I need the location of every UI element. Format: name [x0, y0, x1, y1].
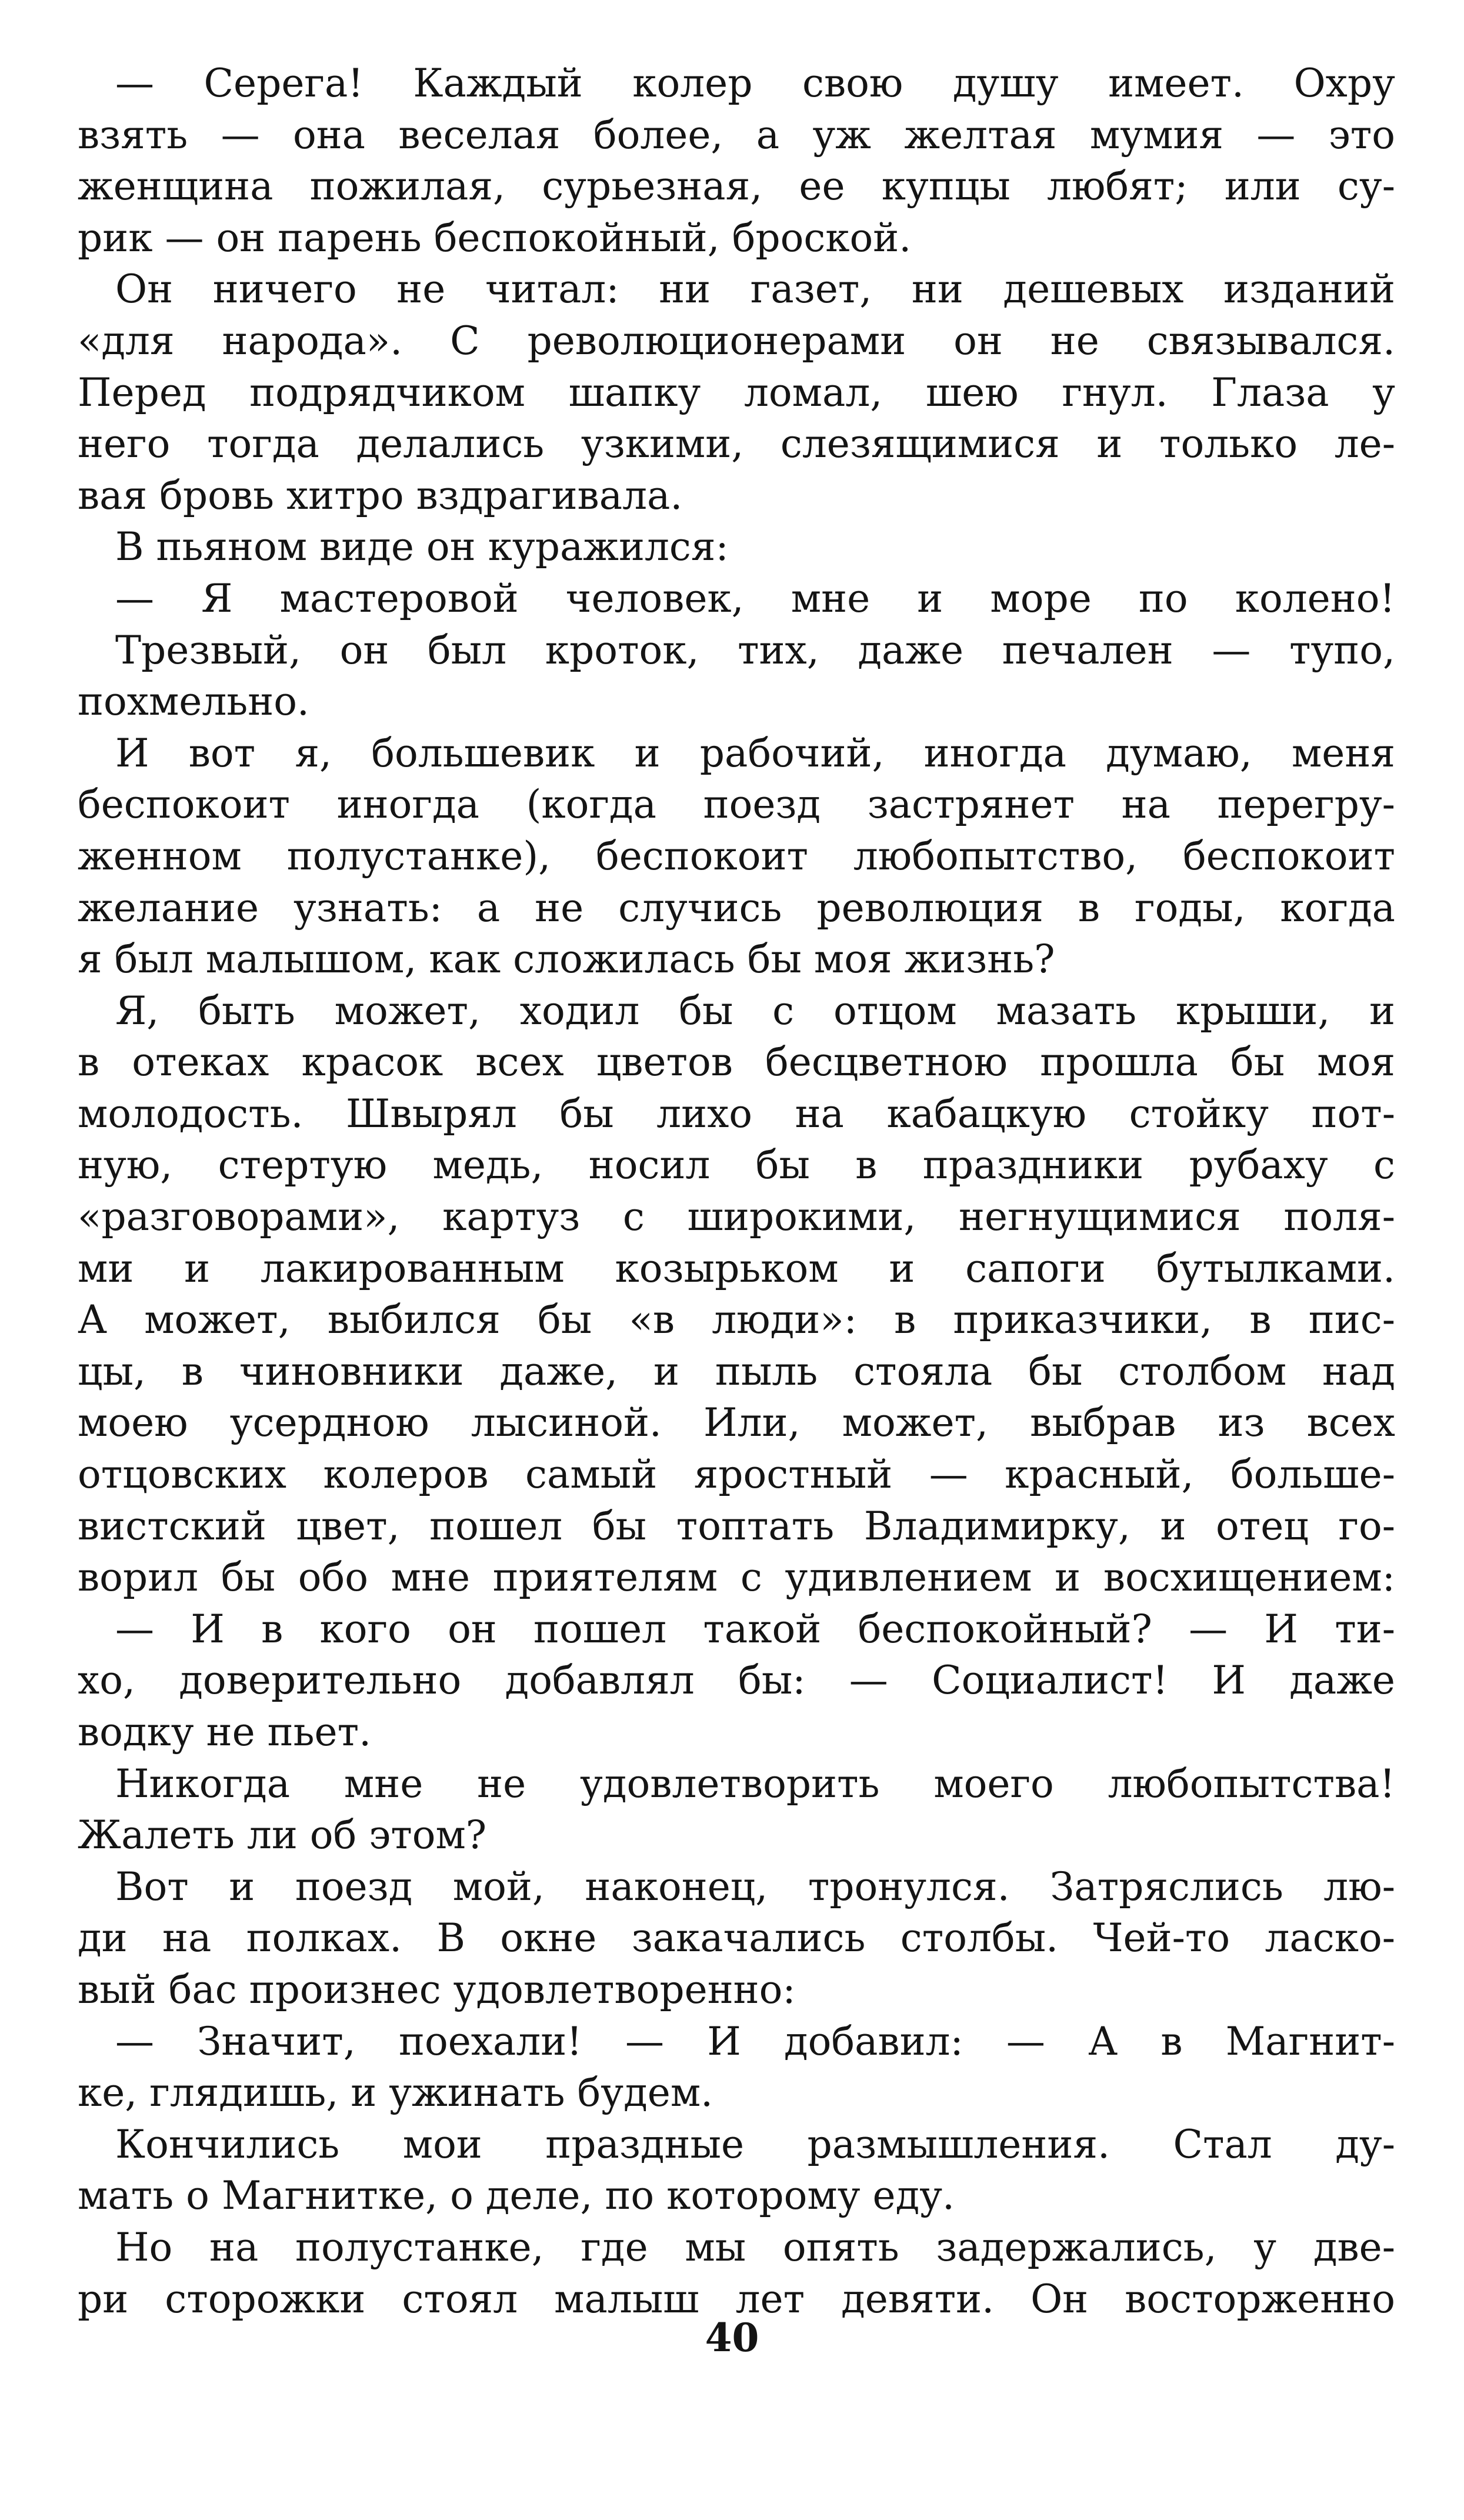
text-line: — Я мастеровой человек, мне и море по колено!	[115, 575, 1395, 621]
text-line: желание узнать: а не случись революция в годы, когда	[78, 885, 1395, 931]
text-line: вистский цвет, пошел бы топтать Владимирку, и отец го-	[78, 1503, 1395, 1549]
text-line: Жалеть ли об этом?	[78, 1812, 487, 1858]
text-line: ворил бы обо мне приятелям с удивлением и восхищением:	[78, 1555, 1395, 1601]
text-line: него тогда делались узкими, слезящимися и только ле-	[78, 421, 1395, 467]
text-line: ке, глядишь, и ужинать будем.	[78, 2070, 713, 2116]
page-number: 40	[705, 2315, 759, 2361]
text-line: Кончились мои праздные размышления. Стал ду-	[115, 2121, 1395, 2167]
text-line: беспокоит иногда (когда поезд застрянет на перегру-	[78, 782, 1395, 828]
text-line: мать о Магнитке, о деле, по которому еду.	[78, 2173, 955, 2219]
text-line: женщина пожилая, сурьезная, ее купцы любят; или су-	[78, 164, 1395, 209]
text-line: Он ничего не читал: ни газет, ни дешевых изданий	[115, 266, 1395, 312]
text-line: Никогда мне не удовлетворить моего любопытства!	[115, 1761, 1395, 1806]
text-line: ри сторожки стоял малыш лет девяти. Он восторженно	[78, 2276, 1395, 2322]
text-line: похмельно.	[78, 679, 309, 725]
text-line: ми и лакированным козырьком и сапоги бутылками.	[78, 1245, 1395, 1291]
text-line: Трезвый, он был кроток, тих, даже печален — тупо,	[115, 627, 1395, 673]
text-line: Перед подрядчиком шапку ломал, шею гнул. Глаза у	[78, 369, 1395, 415]
text-line: «разговорами», картуз с широкими, негнущимися поля-	[78, 1194, 1395, 1240]
text-line: я был малышом, как сложилась бы моя жизнь?	[78, 936, 1055, 982]
text-line: Но на полустанке, где мы опять задержались, у две-	[115, 2224, 1395, 2270]
text-line: И вот я, большевик и рабочий, иногда думаю, меня	[115, 730, 1395, 776]
text-line: отцовских колеров самый яростный — красный, больше-	[78, 1452, 1395, 1498]
text-line: ди на полках. В окне закачались столбы. Чей-то ласко-	[78, 1915, 1395, 1961]
text-line: — И в кого он пошел такой беспокойный? — И ти-	[115, 1606, 1395, 1652]
text-line: «для народа». С революционерами он не связывался.	[78, 318, 1395, 364]
text-line: женном полустанке), беспокоит любопытство, беспокоит	[78, 833, 1395, 879]
text-line: вый бас произнес удовлетворенно:	[78, 1966, 796, 2012]
text-line: рик — он парень беспокойный, броской.	[78, 215, 912, 261]
text-line: в отеках красок всех цветов бесцветною прошла бы моя	[78, 1039, 1395, 1085]
text-line: ную, стертую медь, носил бы в праздники рубаху с	[78, 1142, 1395, 1188]
text-line: цы, в чиновники даже, и пыль стояла бы столбом над	[78, 1348, 1395, 1394]
text-line: водку не пьет.	[78, 1709, 372, 1755]
text-line: А может, выбился бы «в люди»: в приказчики, в пис-	[78, 1297, 1395, 1343]
body-text	[78, 58, 1395, 2325]
text-line: Я, быть может, ходил бы с отцом мазать крыши, и	[115, 988, 1395, 1034]
text-line: — Значит, поехали! — И добавил: — А в Магнит-	[115, 2018, 1395, 2064]
text-line: взять — она веселая более, а уж желтая мумия — это	[78, 112, 1395, 158]
text-line: вая бровь хитро вздрагивала.	[78, 472, 683, 518]
text-line: хо, доверительно добавлял бы: — Социалист! И даже	[78, 1658, 1395, 1704]
text-line: — Серега! Каждый колер свою душу имеет. Охру	[115, 61, 1395, 106]
text-line: молодость. Швырял бы лихо на кабацкую стойку пот-	[78, 1091, 1395, 1136]
text-line: В пьяном виде он куражился:	[115, 524, 729, 570]
text-line: моею усердною лысиной. Или, может, выбрав из всех	[78, 1400, 1395, 1446]
text-line: Вот и поезд мой, наконец, тронулся. Затряслись лю-	[115, 1864, 1395, 1909]
